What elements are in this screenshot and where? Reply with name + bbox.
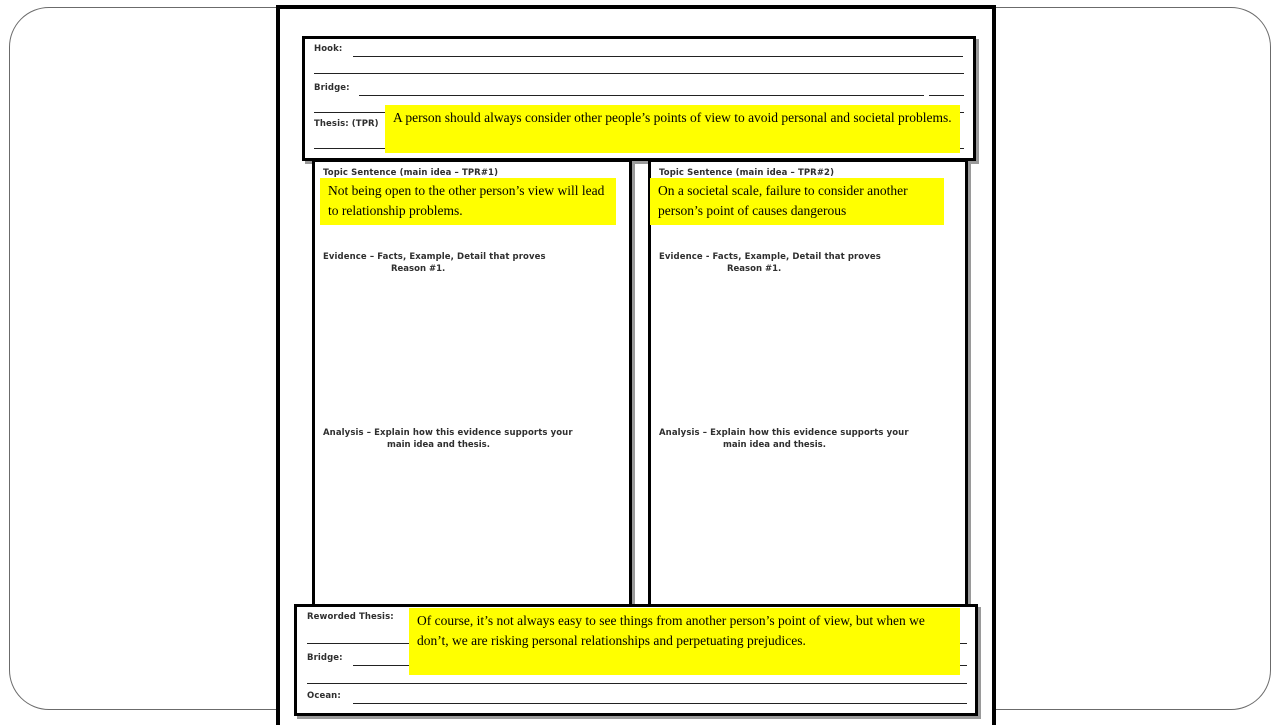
hook-line-2 <box>314 73 964 74</box>
evidence-1-sub: Reason #1. <box>391 264 446 274</box>
topic-sentence-2-note: On a societal scale, failure to consider another person’s point of causes dangerous <box>650 178 944 225</box>
bridge-line <box>359 95 924 96</box>
conclusion-note: Of course, it’s not always easy to see things from another person’s point of view, but when we don’t, we are risking personal relationships and perpetuating prejudices. <box>409 608 960 675</box>
analysis-1-sub: main idea and thesis. <box>387 440 490 450</box>
analysis-1-label: Analysis – Explain how this evidence supports your <box>323 428 573 438</box>
analysis-2-sub: main idea and thesis. <box>723 440 826 450</box>
bridge-label: Bridge: <box>314 83 350 93</box>
thesis-label: Thesis: (TPR) <box>314 119 379 129</box>
hook-label: Hook: <box>314 44 343 54</box>
evidence-2-label: Evidence - Facts, Example, Detail that proves <box>659 252 881 262</box>
analysis-2-label: Analysis – Explain how this evidence supports your <box>659 428 909 438</box>
body-paragraph-1-box <box>312 159 632 609</box>
ocean-label: Ocean: <box>307 691 341 701</box>
topic-sentence-1-label: Topic Sentence (main idea – TPR#1) <box>323 168 499 178</box>
reworded-thesis-label: Reworded Thesis: <box>307 612 394 622</box>
topic-sentence-1-note: Not being open to the other person’s view will lead to relationship problems. <box>320 178 616 225</box>
evidence-1-label: Evidence – Facts, Example, Detail that proves <box>323 252 546 262</box>
topic-sentence-2-label: Topic Sentence (main idea – TPR#2) <box>659 168 835 178</box>
conclusion-bridge-line-2 <box>307 683 967 684</box>
evidence-2-sub: Reason #1. <box>727 264 782 274</box>
body-paragraph-2-box <box>648 159 968 609</box>
thesis-note: A person should always consider other people’s points of view to avoid personal and societal problems. <box>385 105 960 153</box>
ocean-line <box>353 703 967 704</box>
conclusion-bridge-label: Bridge: <box>307 653 343 663</box>
bridge-line-end <box>929 95 964 96</box>
hook-line <box>353 56 963 57</box>
